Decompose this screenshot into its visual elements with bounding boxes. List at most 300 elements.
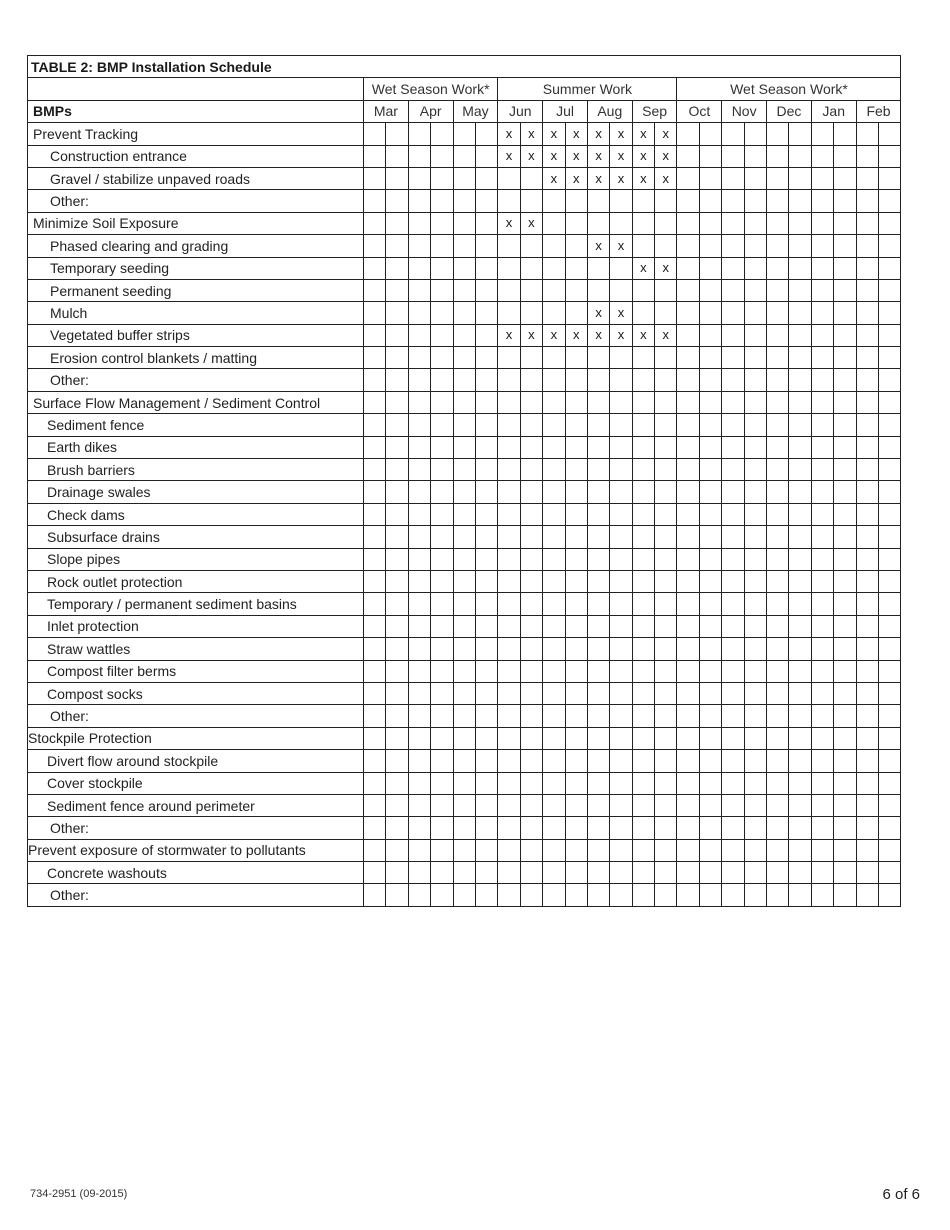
schedule-cell — [789, 302, 811, 324]
schedule-cell — [811, 503, 833, 525]
schedule-mark: x — [610, 123, 632, 145]
schedule-cell — [632, 750, 654, 772]
schedule-cell — [811, 615, 833, 637]
schedule-cell — [386, 347, 408, 369]
schedule-cell — [722, 167, 744, 189]
schedule-cell — [655, 302, 677, 324]
schedule-cell — [475, 257, 497, 279]
schedule-cell — [834, 817, 856, 839]
schedule-cell — [408, 279, 430, 301]
schedule-cell — [744, 615, 766, 637]
schedule-cell — [610, 660, 632, 682]
schedule-cell — [699, 235, 721, 257]
schedule-cell — [408, 212, 430, 234]
schedule-cell — [722, 347, 744, 369]
schedule-cell — [811, 682, 833, 704]
schedule-cell — [475, 593, 497, 615]
schedule-mark: x — [543, 145, 565, 167]
schedule-cell — [520, 436, 542, 458]
schedule-cell — [878, 593, 900, 615]
schedule-mark: x — [655, 324, 677, 346]
schedule-cell — [789, 414, 811, 436]
schedule-cell — [475, 862, 497, 884]
schedule-cell — [408, 167, 430, 189]
schedule-cell — [767, 279, 789, 301]
schedule-cell — [386, 459, 408, 481]
schedule-cell — [677, 123, 699, 145]
bmp-label: Phased clearing and grading — [28, 235, 364, 257]
schedule-cell — [677, 391, 699, 413]
schedule-cell — [386, 615, 408, 637]
schedule-cell — [632, 526, 654, 548]
schedule-cell — [453, 302, 475, 324]
schedule-cell — [475, 548, 497, 570]
schedule-cell — [453, 167, 475, 189]
schedule-cell — [498, 862, 520, 884]
schedule-cell — [699, 839, 721, 861]
schedule-cell — [878, 235, 900, 257]
schedule-cell — [767, 615, 789, 637]
schedule-cell — [364, 279, 386, 301]
table-row — [28, 839, 901, 861]
schedule-cell — [856, 257, 878, 279]
schedule-cell — [565, 682, 587, 704]
schedule-cell — [834, 772, 856, 794]
schedule-cell — [677, 727, 699, 749]
schedule-cell — [453, 794, 475, 816]
schedule-cell — [587, 436, 609, 458]
schedule-cell — [699, 503, 721, 525]
schedule-cell — [587, 794, 609, 816]
schedule-cell — [655, 884, 677, 906]
table-row — [28, 862, 901, 884]
schedule-cell — [364, 794, 386, 816]
bmps-column-header: BMPs — [28, 100, 364, 122]
schedule-cell — [543, 772, 565, 794]
schedule-cell — [767, 436, 789, 458]
schedule-cell — [543, 526, 565, 548]
schedule-cell — [878, 123, 900, 145]
schedule-cell — [565, 436, 587, 458]
schedule-cell — [408, 727, 430, 749]
table-row — [28, 570, 901, 592]
schedule-cell — [767, 862, 789, 884]
schedule-cell — [386, 257, 408, 279]
schedule-cell — [431, 705, 453, 727]
schedule-cell — [789, 794, 811, 816]
schedule-cell — [834, 459, 856, 481]
schedule-cell — [834, 570, 856, 592]
schedule-mark: x — [632, 167, 654, 189]
schedule-cell — [834, 369, 856, 391]
schedule-cell — [677, 190, 699, 212]
schedule-cell — [431, 817, 453, 839]
schedule-cell — [878, 324, 900, 346]
schedule-cell — [408, 347, 430, 369]
schedule-cell — [475, 750, 497, 772]
schedule-cell — [632, 369, 654, 391]
schedule-cell — [386, 279, 408, 301]
bmp-label: Compost filter berms — [28, 660, 364, 682]
schedule-cell — [475, 526, 497, 548]
schedule-cell — [520, 884, 542, 906]
schedule-cell — [744, 324, 766, 346]
schedule-cell — [475, 660, 497, 682]
schedule-cell — [834, 324, 856, 346]
schedule-cell — [789, 705, 811, 727]
schedule-cell — [498, 347, 520, 369]
schedule-cell — [431, 772, 453, 794]
schedule-cell — [386, 862, 408, 884]
schedule-cell — [364, 302, 386, 324]
schedule-cell — [856, 839, 878, 861]
schedule-cell — [789, 638, 811, 660]
schedule-cell — [520, 503, 542, 525]
schedule-cell — [655, 436, 677, 458]
schedule-cell — [677, 839, 699, 861]
schedule-cell — [767, 817, 789, 839]
schedule-cell — [520, 839, 542, 861]
schedule-cell — [498, 884, 520, 906]
schedule-cell — [587, 414, 609, 436]
schedule-mark: x — [543, 167, 565, 189]
schedule-cell — [543, 257, 565, 279]
schedule-cell — [655, 750, 677, 772]
schedule-cell — [767, 347, 789, 369]
schedule-cell — [856, 212, 878, 234]
schedule-cell — [856, 548, 878, 570]
schedule-cell — [543, 391, 565, 413]
schedule-cell — [386, 660, 408, 682]
schedule-cell — [789, 660, 811, 682]
schedule-cell — [744, 212, 766, 234]
schedule-cell — [431, 459, 453, 481]
schedule-cell — [453, 593, 475, 615]
schedule-cell — [878, 526, 900, 548]
schedule-cell — [587, 817, 609, 839]
bmp-label: Earth dikes — [28, 436, 364, 458]
schedule-cell — [699, 593, 721, 615]
schedule-cell — [789, 235, 811, 257]
schedule-cell — [856, 593, 878, 615]
schedule-cell — [789, 570, 811, 592]
schedule-cell — [364, 570, 386, 592]
schedule-cell — [744, 660, 766, 682]
schedule-cell — [475, 503, 497, 525]
bmp-label: Erosion control blankets / matting — [28, 347, 364, 369]
schedule-cell — [475, 481, 497, 503]
schedule-cell — [744, 839, 766, 861]
schedule-cell — [789, 593, 811, 615]
table-title-row — [28, 56, 901, 78]
schedule-cell — [878, 794, 900, 816]
schedule-cell — [655, 347, 677, 369]
schedule-cell — [632, 302, 654, 324]
schedule-cell — [520, 347, 542, 369]
schedule-cell — [856, 638, 878, 660]
schedule-cell — [699, 548, 721, 570]
schedule-cell — [632, 414, 654, 436]
schedule-cell — [453, 705, 475, 727]
month-header: Nov — [722, 100, 767, 122]
schedule-cell — [677, 817, 699, 839]
schedule-mark: x — [587, 235, 609, 257]
schedule-cell — [744, 862, 766, 884]
schedule-cell — [587, 190, 609, 212]
schedule-cell — [789, 123, 811, 145]
schedule-mark: x — [587, 145, 609, 167]
schedule-cell — [565, 750, 587, 772]
schedule-cell — [587, 884, 609, 906]
schedule-cell — [767, 705, 789, 727]
schedule-cell — [744, 638, 766, 660]
schedule-cell — [543, 750, 565, 772]
schedule-cell — [767, 660, 789, 682]
schedule-cell — [453, 324, 475, 346]
schedule-cell — [878, 862, 900, 884]
schedule-cell — [677, 750, 699, 772]
schedule-cell — [722, 123, 744, 145]
schedule-cell — [587, 347, 609, 369]
schedule-cell — [587, 750, 609, 772]
schedule-cell — [699, 257, 721, 279]
schedule-cell — [878, 190, 900, 212]
schedule-cell — [744, 526, 766, 548]
schedule-cell — [364, 391, 386, 413]
schedule-cell — [744, 369, 766, 391]
schedule-cell — [744, 705, 766, 727]
schedule-cell — [767, 794, 789, 816]
schedule-cell — [722, 839, 744, 861]
schedule-cell — [856, 324, 878, 346]
schedule-cell — [498, 481, 520, 503]
schedule-cell — [655, 459, 677, 481]
schedule-cell — [520, 459, 542, 481]
schedule-cell — [386, 750, 408, 772]
schedule-cell — [386, 414, 408, 436]
season-row-blank — [28, 78, 364, 100]
schedule-cell — [364, 235, 386, 257]
schedule-cell — [856, 682, 878, 704]
schedule-cell — [632, 705, 654, 727]
schedule-cell — [386, 839, 408, 861]
schedule-cell — [856, 391, 878, 413]
schedule-cell — [520, 235, 542, 257]
schedule-cell — [475, 369, 497, 391]
schedule-cell — [767, 302, 789, 324]
table-row — [28, 682, 901, 704]
schedule-cell — [364, 526, 386, 548]
schedule-cell — [677, 481, 699, 503]
schedule-cell — [811, 772, 833, 794]
schedule-cell — [722, 436, 744, 458]
schedule-cell — [789, 772, 811, 794]
schedule-cell — [767, 682, 789, 704]
schedule-cell — [811, 324, 833, 346]
schedule-cell — [632, 638, 654, 660]
schedule-cell — [722, 750, 744, 772]
schedule-cell — [878, 481, 900, 503]
schedule-cell — [408, 548, 430, 570]
schedule-cell — [834, 548, 856, 570]
schedule-cell — [453, 526, 475, 548]
schedule-cell — [386, 369, 408, 391]
schedule-cell — [677, 347, 699, 369]
schedule-cell — [475, 638, 497, 660]
schedule-cell — [834, 414, 856, 436]
schedule-cell — [767, 503, 789, 525]
schedule-cell — [744, 279, 766, 301]
schedule-cell — [565, 794, 587, 816]
schedule-cell — [386, 794, 408, 816]
schedule-mark: x — [632, 123, 654, 145]
schedule-cell — [722, 459, 744, 481]
schedule-cell — [386, 481, 408, 503]
schedule-cell — [610, 526, 632, 548]
schedule-cell — [364, 212, 386, 234]
schedule-cell — [632, 391, 654, 413]
schedule-cell — [565, 503, 587, 525]
schedule-cell — [655, 570, 677, 592]
schedule-cell — [520, 302, 542, 324]
schedule-cell — [431, 436, 453, 458]
schedule-cell — [856, 615, 878, 637]
schedule-cell — [498, 660, 520, 682]
schedule-cell — [498, 750, 520, 772]
schedule-cell — [475, 839, 497, 861]
schedule-cell — [475, 279, 497, 301]
schedule-cell — [767, 750, 789, 772]
schedule-cell — [677, 212, 699, 234]
schedule-cell — [386, 190, 408, 212]
schedule-cell — [856, 235, 878, 257]
schedule-cell — [856, 750, 878, 772]
schedule-cell — [677, 615, 699, 637]
schedule-cell — [408, 638, 430, 660]
schedule-cell — [856, 302, 878, 324]
schedule-cell — [655, 817, 677, 839]
schedule-cell — [744, 414, 766, 436]
schedule-cell — [431, 212, 453, 234]
schedule-cell — [699, 414, 721, 436]
schedule-cell — [408, 481, 430, 503]
schedule-cell — [453, 570, 475, 592]
schedule-cell — [722, 660, 744, 682]
schedule-cell — [811, 347, 833, 369]
schedule-cell — [453, 481, 475, 503]
schedule-cell — [431, 593, 453, 615]
season-header: Wet Season Work* — [677, 78, 901, 100]
schedule-cell — [565, 526, 587, 548]
schedule-cell — [722, 212, 744, 234]
schedule-cell — [520, 257, 542, 279]
schedule-cell — [789, 145, 811, 167]
month-header: Apr — [408, 100, 453, 122]
schedule-mark: x — [543, 123, 565, 145]
table-row — [28, 884, 901, 906]
bmp-label: Compost socks — [28, 682, 364, 704]
schedule-cell — [453, 817, 475, 839]
schedule-cell — [856, 123, 878, 145]
schedule-cell — [767, 257, 789, 279]
schedule-cell — [543, 212, 565, 234]
schedule-cell — [408, 750, 430, 772]
schedule-cell — [364, 145, 386, 167]
schedule-cell — [811, 750, 833, 772]
schedule-cell — [722, 526, 744, 548]
schedule-cell — [767, 414, 789, 436]
schedule-cell — [543, 839, 565, 861]
schedule-cell — [632, 235, 654, 257]
schedule-cell — [453, 459, 475, 481]
schedule-cell — [856, 503, 878, 525]
schedule-cell — [475, 302, 497, 324]
schedule-cell — [655, 772, 677, 794]
schedule-cell — [364, 660, 386, 682]
schedule-cell — [453, 750, 475, 772]
schedule-cell — [811, 638, 833, 660]
schedule-cell — [655, 548, 677, 570]
schedule-cell — [699, 347, 721, 369]
schedule-cell — [520, 727, 542, 749]
schedule-cell — [722, 257, 744, 279]
schedule-cell — [878, 257, 900, 279]
schedule-cell — [834, 167, 856, 189]
schedule-cell — [811, 727, 833, 749]
schedule-cell — [655, 212, 677, 234]
schedule-cell — [565, 212, 587, 234]
schedule-mark: x — [498, 145, 520, 167]
bmp-label: Surface Flow Management / Sediment Control — [28, 391, 364, 413]
schedule-cell — [811, 391, 833, 413]
season-header-row — [28, 78, 901, 100]
schedule-cell — [767, 235, 789, 257]
schedule-cell — [453, 391, 475, 413]
schedule-cell — [610, 257, 632, 279]
schedule-cell — [811, 167, 833, 189]
schedule-cell — [699, 862, 721, 884]
month-header: May — [453, 100, 498, 122]
schedule-cell — [878, 727, 900, 749]
schedule-mark: x — [498, 123, 520, 145]
schedule-cell — [878, 884, 900, 906]
bmp-label: Straw wattles — [28, 638, 364, 660]
schedule-cell — [386, 682, 408, 704]
schedule-cell — [811, 235, 833, 257]
schedule-cell — [632, 548, 654, 570]
schedule-cell — [722, 727, 744, 749]
schedule-cell — [856, 459, 878, 481]
schedule-cell — [453, 727, 475, 749]
schedule-cell — [699, 391, 721, 413]
schedule-cell — [655, 705, 677, 727]
schedule-cell — [811, 660, 833, 682]
schedule-cell — [364, 682, 386, 704]
schedule-cell — [834, 190, 856, 212]
schedule-cell — [878, 660, 900, 682]
schedule-cell — [587, 682, 609, 704]
table-row — [28, 324, 901, 346]
schedule-cell — [677, 548, 699, 570]
schedule-cell — [878, 414, 900, 436]
schedule-cell — [610, 548, 632, 570]
table-row — [28, 817, 901, 839]
schedule-cell — [408, 503, 430, 525]
schedule-cell — [475, 682, 497, 704]
schedule-cell — [431, 123, 453, 145]
schedule-mark: x — [655, 257, 677, 279]
schedule-cell — [722, 369, 744, 391]
